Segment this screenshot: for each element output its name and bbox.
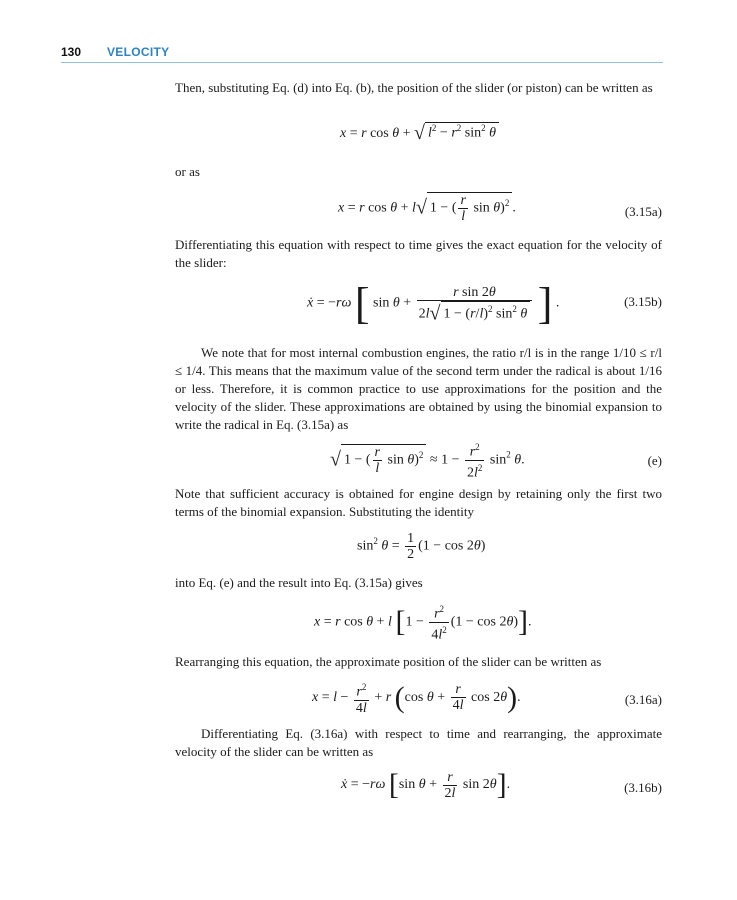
equation-number-3-16b: (3.16b) bbox=[624, 780, 662, 795]
equation-3-16a: x = l − $\frac{r^2}{4l}$ + r (cos θ + $\frac{r}{4l}$ cos 2θ). bbox=[312, 680, 521, 716]
page-number: 130 bbox=[61, 45, 82, 59]
paragraph-8: Differentiating Eq. (3.16a) with respect to time and rearranging, the approximate velocity of the slider can be written as bbox=[175, 726, 662, 759]
equation-3-15a: x = r cos θ + l√ 1 − ( $\frac{r}{l}$ sin θ)$^2$ . bbox=[338, 193, 516, 224]
equation-number-3-15b: (3.15b) bbox=[624, 294, 662, 309]
equation-position-exact: x = r cos θ + √ $l^2 - r^2$ $\sin^2 \theta$ bbox=[340, 122, 499, 145]
equation-3-15b: ẋ = −rω [ sin θ + $\frac{\text{r sin 2θ}}{2l√ 1 - (r/l)^2 \sin^2 \theta}$ ] . bbox=[307, 279, 560, 328]
paragraph-4: We note that for most internal combustion engines, the ratio r/l is in the range 1/10 ≤ r/l ≤ 1/4. This means that the maximum value of the second term under the radical is about 1/16 or less. Therefore, it is common practice to use approximations for the position and the velocity of the slider. These approximations are obtained by using the binomial expansion to write the radical in Eq. (3.15a) as bbox=[175, 345, 662, 432]
paragraph-5: Note that sufficient accuracy is obtained for engine design by retaining only the first two terms of the binomial expansion. Substituting the identity bbox=[175, 486, 662, 519]
equation-substituted: x = r cos θ + l [1 − $\frac{r^2}{4l^2}$ (1 − cos 2θ)]. bbox=[314, 604, 532, 643]
equation-number-3-15a: (3.15a) bbox=[624, 204, 662, 219]
equation-e: √ 1 − ( $\frac{r}{l}$ sin θ)$^2$ ≈ 1 − $\frac{r^2}{2l^2}$ $\sin^2 \theta$. bbox=[330, 442, 525, 481]
paragraph-1: Then, substituting Eq. (d) into Eq. (b), the position of the slider (or piston) can be written as bbox=[175, 80, 653, 95]
equation-3-16b: ẋ = −rω [sin θ + $\frac{r}{2l}$ sin 2θ]. bbox=[341, 768, 511, 801]
equation-identity: $\sin^2 \theta$ = $\frac{1}{2}$ (1 − cos 2θ) bbox=[357, 531, 486, 562]
equation-number-3-16a: (3.16a) bbox=[624, 692, 662, 707]
paragraph-2: or as bbox=[175, 164, 200, 179]
paragraph-3: Differentiating this equation with respect to time gives the exact equation for the velocity of the slider: bbox=[175, 237, 662, 270]
section-title: VELOCITY bbox=[107, 45, 170, 59]
header-rule bbox=[61, 62, 663, 63]
paragraph-7: Rearranging this equation, the approximate position of the slider can be written as bbox=[175, 654, 602, 669]
equation-number-e: (e) bbox=[647, 453, 662, 468]
paragraph-6: into Eq. (e) and the result into Eq. (3.15a) gives bbox=[175, 575, 423, 590]
